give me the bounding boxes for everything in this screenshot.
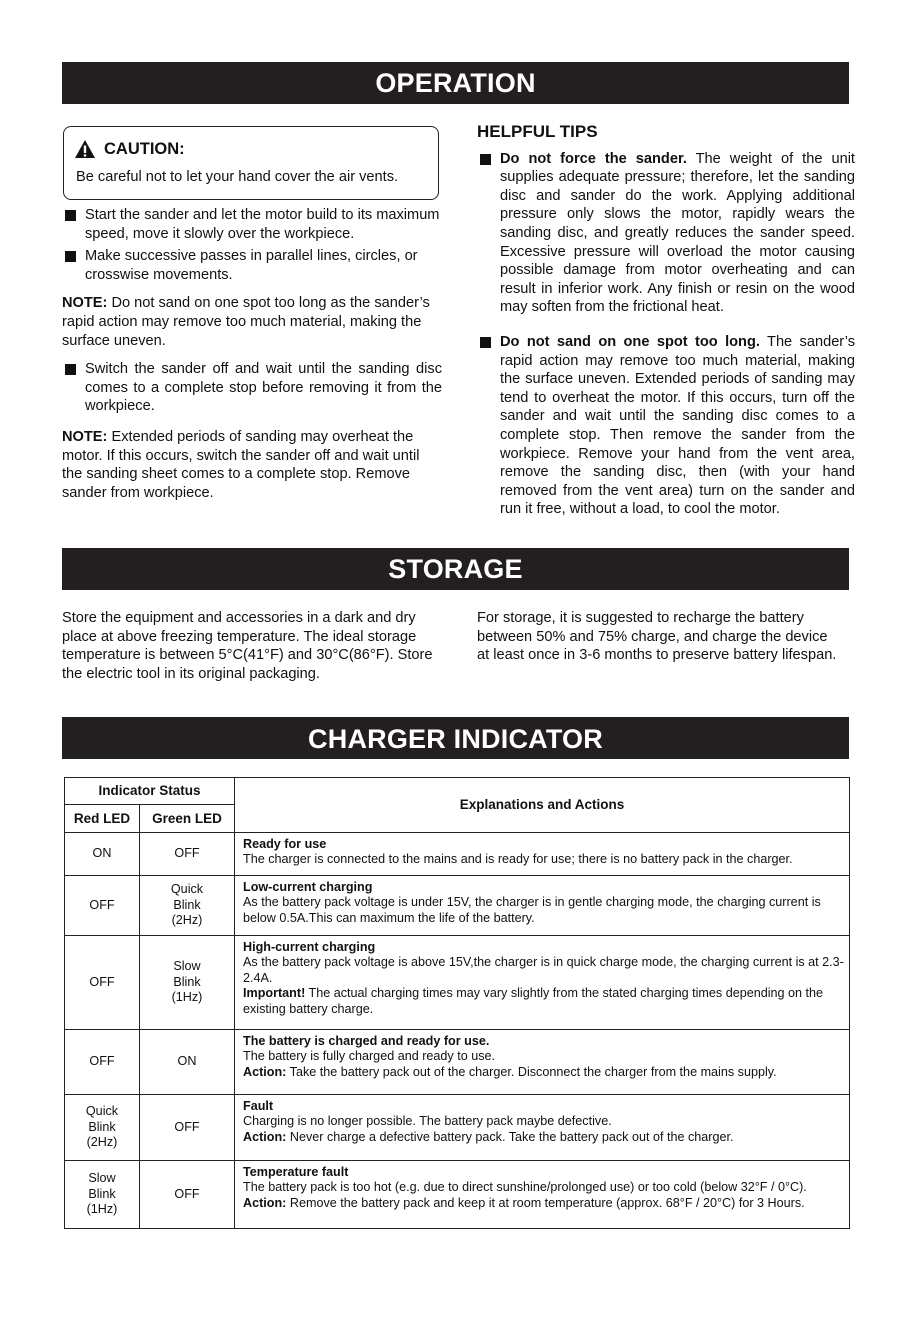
- operation-bullet: Switch the sander off and wait until the sanding disc comes to a complete stop before removing it from the workpiece.: [62, 360, 442, 416]
- green-led-cell: Quick Blink (2Hz): [140, 876, 235, 936]
- explanations-header: Explanations and Actions: [235, 778, 850, 833]
- storage-right-text: For storage, it is suggested to recharge the battery between 50% and 75% charge, and charge the device at least once in 3-6 months to preserve battery lifespan.: [477, 610, 837, 664]
- explanation-cell: Low-current charging As the battery pack voltage is under 15V, the charger is in gentle charging mode, the charging current is below 0.5A.This can maximum the life of the battery.: [235, 876, 850, 936]
- explanation-cell: The battery is charged and ready for use. The battery is fully charged and ready to use. Action: Take the battery pack out of the charger. Disconnect the charger from the mains supply.: [235, 1030, 850, 1095]
- charger-indicator-heading: CHARGER INDICATOR: [62, 717, 849, 759]
- warning-icon: [74, 139, 96, 159]
- bullet-square-icon: [480, 154, 491, 165]
- bullet-square-icon: [480, 337, 491, 348]
- red-led-cell: ON: [65, 833, 140, 876]
- operation-bullet: Make successive passes in parallel lines, circles, or crosswise movements.: [62, 247, 442, 284]
- green-led-cell: OFF: [140, 1161, 235, 1229]
- helpful-tips: [477, 123, 855, 519]
- charger-indicator-table: [64, 777, 850, 1229]
- bullet-square-icon: [65, 210, 76, 221]
- bullet-square-icon: [65, 251, 76, 262]
- table-row: [65, 936, 850, 1030]
- helpful-tips-title: HELPFUL TIPS: [477, 122, 598, 141]
- green-led-cell: ON: [140, 1030, 235, 1095]
- table-row: [65, 1161, 850, 1229]
- green-led-cell: OFF: [140, 1095, 235, 1161]
- storage-heading: STORAGE: [62, 548, 849, 590]
- red-led-cell: OFF: [65, 876, 140, 936]
- operation-bullet: Start the sander and let the motor build to its maximum speed, move it slowly over the workpiece.: [62, 206, 442, 243]
- caution-box: [63, 126, 439, 200]
- caution-heading: [74, 139, 185, 159]
- red-led-cell: Slow Blink (1Hz): [65, 1161, 140, 1229]
- table-row: [65, 1095, 850, 1161]
- caution-label: CAUTION:: [104, 139, 185, 158]
- indicator-status-header: Indicator Status: [65, 778, 235, 805]
- explanation-cell: Temperature fault The battery pack is too hot (e.g. due to direct sunshine/prolonged use) or too cold (below 32°F / 0°C). Action: Remove the battery pack and keep it at room temperature (approx. 68°F / 20°C) for 3 Hours.: [235, 1161, 850, 1229]
- green-led-header: Green LED: [140, 805, 235, 833]
- red-led-header: Red LED: [65, 805, 140, 833]
- tip-item: Do not sand on one spot too long. The sander’s rapid action may remove too much material, making the surface uneven. Extended periods of sanding may tend to overheat the motor. If this occurs, turn off the sander and wait until the sanding disc comes to a complete stop. Then remove the sander from the workpiece. Remove your hand from the vent area, remove the sanding disc, then (with your hand removed from the vent area) turn on the sander and run it free, without a load, to cool the motor.: [477, 333, 855, 519]
- operation-heading: OPERATION: [62, 62, 849, 104]
- caution-text: Be careful not to let your hand cover the air vents.: [76, 169, 399, 185]
- tip-item: Do not force the sander. The weight of the unit supplies adequate pressure; therefore, let the sanding disc and sander do the work. Applying additional pressure only slows the motor, rapidly wears the sanding disc, and greatly reduces the sander speed. Excessive pressure will overload the motor causing possible damage from motor overheating and can result in inferior work. Any finish or resin on the wood may soften from the frictional heat.: [477, 150, 855, 317]
- explanation-cell: Ready for use The charger is connected to the mains and is ready for use; there is no battery pack in the charger.: [235, 833, 850, 876]
- operation-note: NOTE: Extended periods of sanding may overheat the motor. If this occurs, switch the sander off and wait until the sanding sheet comes to a complete stop. Remove sander from workpiece.: [62, 428, 420, 501]
- table-row: [65, 876, 850, 936]
- red-led-cell: OFF: [65, 1030, 140, 1095]
- table-row: [65, 833, 850, 876]
- red-led-cell: Quick Blink (2Hz): [65, 1095, 140, 1161]
- bullet-square-icon: [65, 364, 76, 375]
- explanation-cell: Fault Charging is no longer possible. The battery pack maybe defective. Action: Never charge a defective battery pack. Take the battery pack out of the charger.: [235, 1095, 850, 1161]
- explanation-cell: High-current charging As the battery pack voltage is above 15V,the charger is in quick charge mode, the charging current is at 2.3-2.4A. Important! The actual charging times may vary slightly from the stated charging times depending on the existing battery charge.: [235, 936, 850, 1030]
- operation-note: NOTE: Do not sand on one spot too long as the sander’s rapid action may remove too much material, making the surface uneven.: [62, 295, 430, 349]
- green-led-cell: OFF: [140, 833, 235, 876]
- operation-left-column: [62, 206, 442, 502]
- green-led-cell: Slow Blink (1Hz): [140, 936, 235, 1030]
- red-led-cell: OFF: [65, 936, 140, 1030]
- storage-left-text: Store the equipment and accessories in a dark and dry place at above freezing temperature. The ideal storage temperature is between 5°C(41°F) and 30°C(86°F). Store the electric tool in its original packaging.: [62, 610, 433, 682]
- table-row: [65, 1030, 850, 1095]
